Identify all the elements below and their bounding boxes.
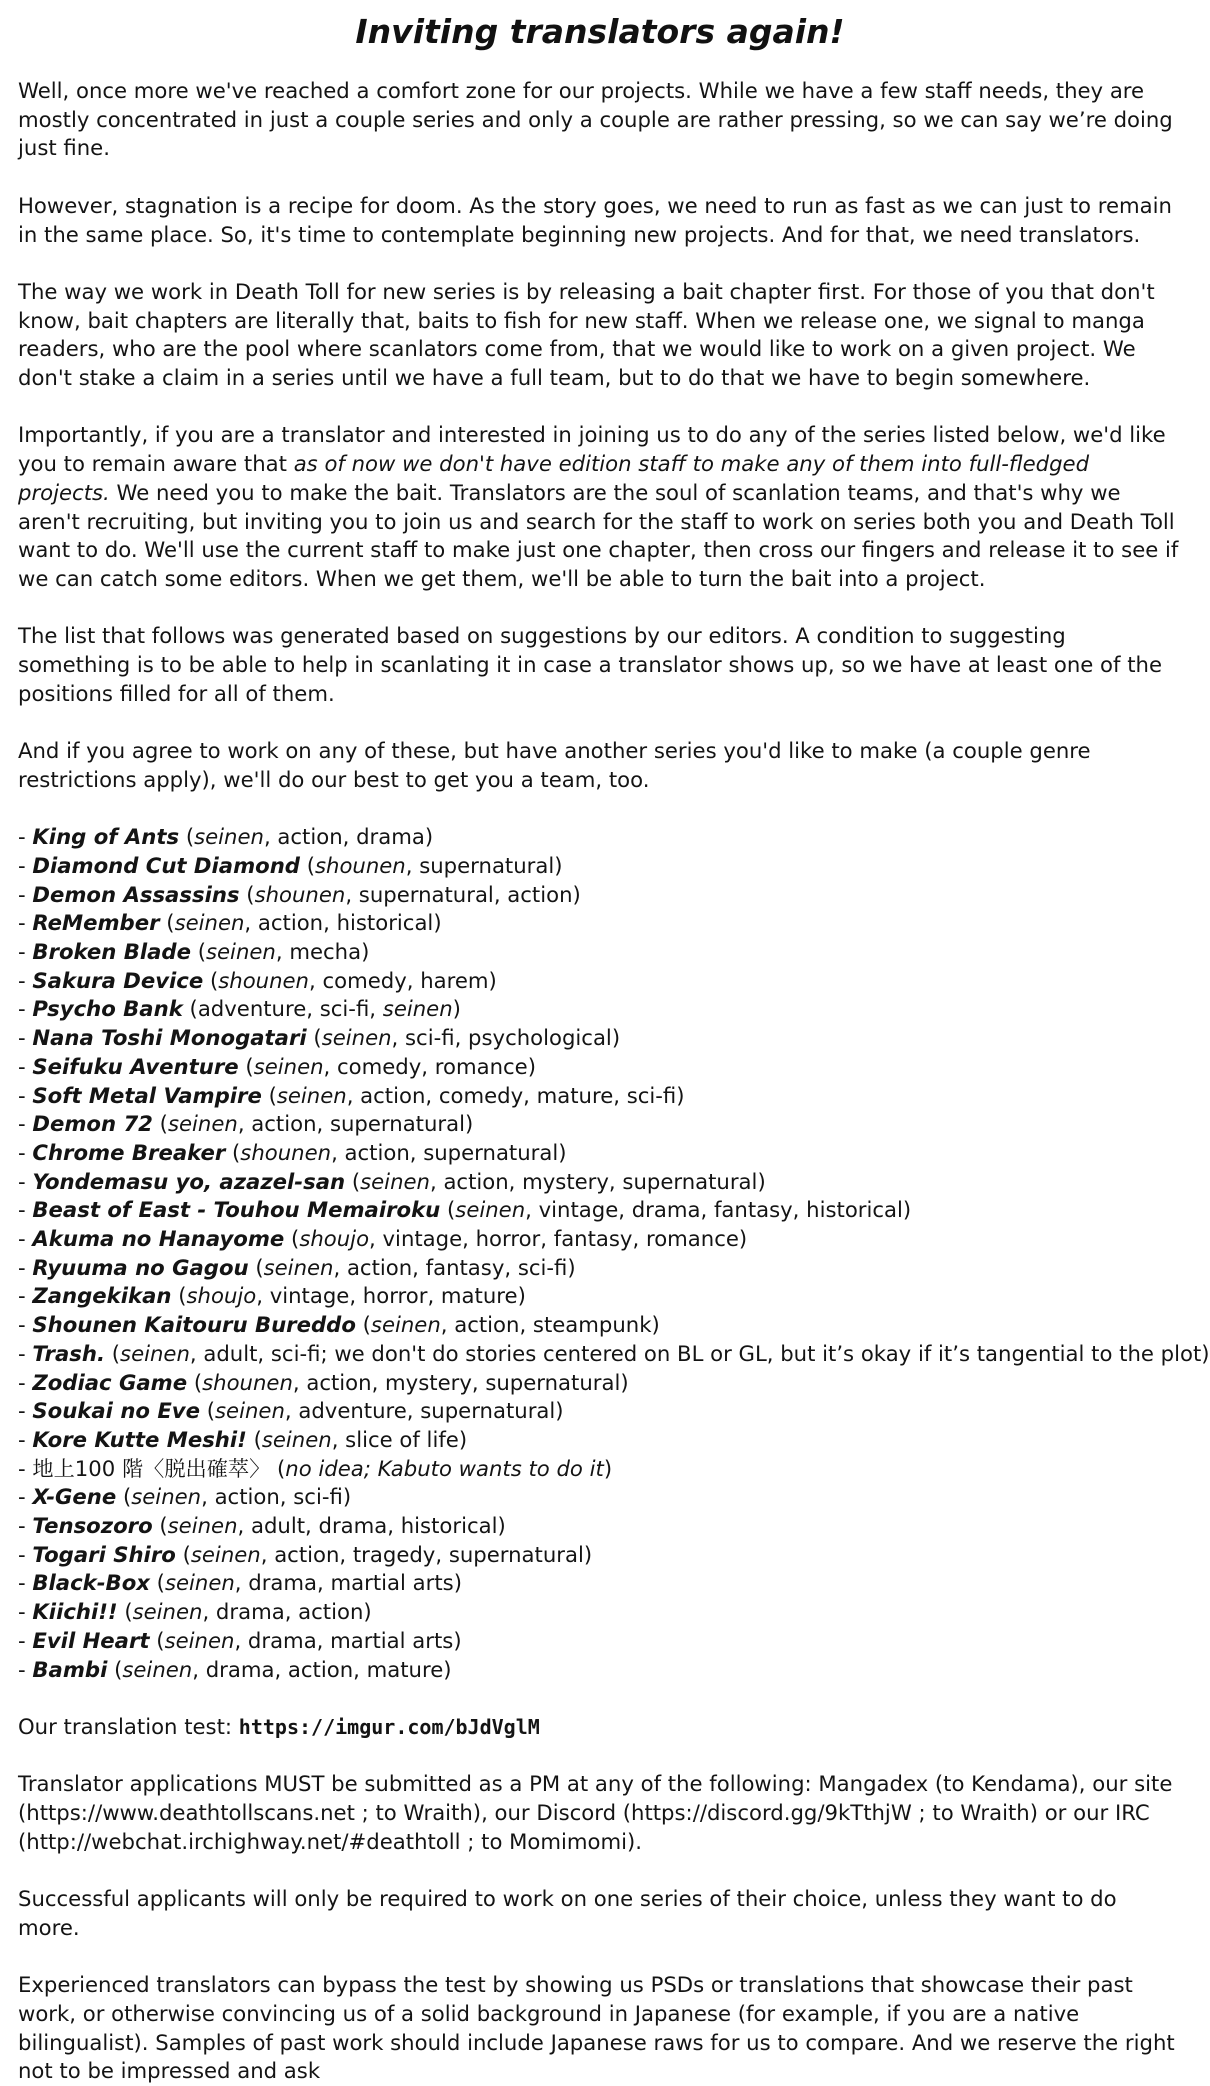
series-genre-text: , action, steampunk <box>440 1312 652 1338</box>
series-list-item: - Nana Toshi Monogatari (seinen, sci-fi, psychological) <box>18 1025 621 1051</box>
series-list-item: - Tensozoro (seinen, adult, drama, historical) <box>18 1513 506 1539</box>
series-genre-text: , adult, drama, historical <box>237 1513 498 1539</box>
series-list-item: - Soukai no Eve (seinen, adventure, supernatural) <box>18 1398 564 1424</box>
series-genre-text: , adult, sci-fi; we don't do stories centered on BL or GL, but it’s okay if it’s tangential to the plot <box>189 1340 1202 1366</box>
series-list-item: - ReMember (seinen, action, historical) <box>18 910 442 936</box>
series-name: X-Gene <box>32 1484 117 1510</box>
series-genre-text: , supernatural, action <box>345 881 573 907</box>
series-genre-text: shounen <box>314 852 406 878</box>
series-genre-text: , action, tragedy, supernatural <box>260 1541 584 1567</box>
series-genre-text: , supernatural <box>405 852 555 878</box>
series-genre-text: seinen <box>263 1254 334 1280</box>
intro-paragraph-4-end: We need you to make the bait. Translators are the soul of scanlation teams, and that's why we aren't recruiting, but inviting you to join us and search for the staff to work on series both you and Death Toll want to do. We'll use the current staff to make just one chapter, then cross our fingers and release it to see if we can catch some editors. When we get them, we'll be able to turn the bait into a project. <box>18 479 1179 591</box>
series-list-item: - Trash. (seinen, adult, sci-fi; we don't do stories centered on BL or GL, but it’s okay if it’s tangential to the plot) <box>18 1340 1210 1366</box>
series-name: Kore Kutte Meshi! <box>32 1426 247 1452</box>
series-genre-text: , action, historical <box>244 910 434 936</box>
series-name: Togari Shiro <box>32 1541 176 1567</box>
series-genre-text: , action, drama <box>263 824 425 850</box>
series-genre-text: seinen <box>167 1111 238 1137</box>
series-name: Shounen Kaitouru Bureddo <box>32 1312 356 1338</box>
series-list-item: - Sakura Device (shounen, comedy, harem) <box>18 967 497 993</box>
series-list-item: - Demon 72 (seinen, action, supernatural) <box>18 1111 474 1137</box>
outro-paragraph-1: Translator applications MUST be submitted as a PM at any of the following: Mangadex (to Kendama), our site (https://www.deathtollscans.net ; to Wraith), our Discord (https://discord.gg/9kTthjW ; to Wraith) or our IRC (http://webchat.irchighway.net/#deathtoll ; to Momimomi). <box>18 1771 1173 1854</box>
series-genre-text: seinen <box>174 910 245 936</box>
series-name: Evil Heart <box>32 1627 150 1653</box>
series-genre-text: , action, comedy, mature, sci-fi <box>346 1082 677 1108</box>
series-list-item: - Evil Heart (seinen, drama, martial arts) <box>18 1627 462 1653</box>
series-list-item: - Ryuuma no Gagou (seinen, action, fantasy, sci-fi) <box>18 1254 576 1280</box>
series-list-item: - Bambi (seinen, drama, action, mature) <box>18 1656 452 1682</box>
series-genre-text: seinen <box>164 1570 235 1596</box>
translation-test-line <box>18 1713 1182 1742</box>
series-genre-text: seinen <box>253 1053 324 1079</box>
series-list-item: - Zangekikan (shoujo, vintage, horror, mature) <box>18 1283 526 1309</box>
series-name: Soft Metal Vampire <box>32 1082 262 1108</box>
series-genre-text: seinen <box>132 1599 203 1625</box>
series-genre-text: , drama, martial arts <box>234 1627 454 1653</box>
series-list-item: - Akuma no Hanayome (shoujo, vintage, horror, fantasy, romance) <box>18 1226 748 1252</box>
series-genre-text: , drama, martial arts <box>234 1570 454 1596</box>
series-list-item: - 地上100 階〈脱出確萃〉 (no idea; Kabuto wants to do it) <box>18 1455 613 1481</box>
series-genre-text: seinen <box>261 1426 332 1452</box>
series-name: Beast of East - Touhou Memairoku <box>32 1197 441 1223</box>
series-name: Nana Toshi Monogatari <box>32 1025 307 1051</box>
series-genre-text: , vintage, horror, mature <box>256 1283 518 1309</box>
series-genre-text: shoujo <box>186 1283 257 1309</box>
series-genre-text: shounen <box>254 881 346 907</box>
intro-paragraph-1: Well, once more we've reached a comfort zone for our projects. While we have a few staff needs, they are mostly concentrated in just a couple series and only a couple are rather pressing, so we can say we’re doing just fine. <box>18 78 1173 161</box>
series-list-item: - Diamond Cut Diamond (shounen, supernatural) <box>18 852 563 878</box>
series-genre-text: seinen <box>276 1082 347 1108</box>
page-title: Inviting translators again! <box>355 12 845 51</box>
series-genre-text: seinen <box>164 1627 235 1653</box>
series-name: Broken Blade <box>32 939 191 964</box>
translation-test-link[interactable]: https://imgur.com/bJdVglM <box>238 1714 540 1739</box>
series-genre-text: shounen <box>218 967 309 993</box>
series-name: Zodiac Game <box>32 1369 188 1395</box>
series-name: King of Ants <box>32 824 180 850</box>
series-list-item: - King of Ants (seinen, action, drama) <box>18 824 434 850</box>
series-name: Chrome Breaker <box>32 1139 226 1165</box>
series-genre-text: , vintage, horror, fantasy, romance <box>369 1226 739 1252</box>
intro-paragraph-4-start: Importantly, if you are a translator and interested in joining us to do any of the series listed below, we'd like you to remain aware that <box>18 422 1166 477</box>
series-genre-text: , action, supernatural <box>237 1111 465 1137</box>
series-name: Ryuuma no Gagou <box>32 1254 249 1280</box>
series-genre-text: , action, mystery, supernatural <box>429 1168 758 1194</box>
series-genre-text: seinen <box>131 1484 202 1510</box>
intro-paragraph-3: The way we work in Death Toll for new series is by releasing a bait chapter first. For those of you that don't know, bait chapters are literally that, baits to fish for new staff. When we release one, we signal to manga readers, who are the pool where scanlators come from, that we would like to work on a given project. We don't stake a claim in a series until we have a full team, but to do that we have to begin somewhere. <box>18 278 1155 390</box>
intro-paragraph-4 <box>18 421 1182 593</box>
series-list-item: - X-Gene (seinen, action, sci-fi) <box>18 1484 352 1510</box>
outro-paragraph-3: Experienced translators can bypass the test by showing us PSDs or translations that showcase their past work, or otherwise convincing us of a solid background in Japanese (for example, if you are a native bilingualist). Samples of past work should include Japanese raws for us to compare. And we reserve the right not to be impressed and ask <box>18 1972 1175 2084</box>
intro-paragraph-5: The list that follows was generated based on suggestions by our editors. A condition to suggesting something is to be able to help in scanlating it in case a translator shows up, so we have at least one of the positions filled for all of them. <box>18 623 1162 706</box>
series-genre-text: shounen <box>240 1139 332 1165</box>
series-name: Demon 72 <box>32 1111 153 1137</box>
series-genre-text: seinen <box>360 1168 430 1194</box>
series-list-item: - Chrome Breaker (shounen, action, supernatural) <box>18 1139 567 1165</box>
series-genre-text: , action, fantasy, sci-fi <box>333 1254 568 1280</box>
series-genre-text: , adventure, supernatural <box>284 1398 556 1424</box>
series-genre-text: seinen <box>190 1541 261 1567</box>
series-genre-text: , action, mystery, supernatural <box>292 1369 621 1395</box>
series-genre-text: seinen <box>455 1197 526 1223</box>
series-genre-text: , drama, action, mature <box>192 1656 444 1682</box>
series-list <box>18 823 1210 1684</box>
series-genre-text: seinen <box>321 1025 392 1051</box>
series-genre-text: , action, sci-fi <box>201 1484 343 1510</box>
series-name: Bambi <box>32 1656 108 1682</box>
series-list-item: - Soft Metal Vampire (seinen, action, comedy, mature, sci-fi) <box>18 1082 685 1108</box>
intro-paragraph-4-emphasis: as of now we don't have edition staff to make any of them into full-fledged projects. <box>18 451 1090 505</box>
series-list-item: - Broken Blade (seinen, mecha) <box>18 939 370 964</box>
series-genre-text: adventure, sci-fi, <box>197 996 383 1022</box>
series-list-item: - Shounen Kaitouru Bureddo (seinen, action, steampunk) <box>18 1312 660 1338</box>
intro-paragraph-2: However, stagnation is a recipe for doom. As the story goes, we need to run as fast as we can just to remain in the same place. So, it's time to contemplate beginning new projects. And for that, we need translators. <box>18 192 1172 247</box>
series-genre-text: seinen <box>194 824 264 850</box>
series-genre-text: shoujo <box>299 1226 370 1252</box>
series-genre-text: seinen <box>205 939 276 964</box>
series-genre-text: no idea; Kabuto wants to do it <box>285 1455 604 1481</box>
series-genre-text: , sci-fi, psychological <box>391 1025 612 1051</box>
series-list-item: - Togari Shiro (seinen, action, tragedy, supernatural) <box>18 1541 593 1567</box>
series-genre-text: , drama, action <box>202 1599 364 1625</box>
series-name: Sakura Device <box>32 967 204 993</box>
series-name: Black-Box <box>32 1570 150 1596</box>
series-genre-text: seinen <box>120 1340 190 1366</box>
series-genre-text: , comedy, harem <box>309 967 489 993</box>
series-name: Trash. <box>32 1340 106 1366</box>
series-genre-text: seinen <box>370 1312 441 1338</box>
series-genre-text: , action, supernatural <box>331 1139 559 1165</box>
series-genre-text: seinen <box>167 1513 238 1539</box>
series-genre-text: , mecha <box>275 939 362 964</box>
series-genre-text: shounen <box>202 1369 293 1395</box>
series-name: Demon Assassins <box>32 881 240 907</box>
series-list-item: - Kiichi!! (seinen, drama, action) <box>18 1599 372 1625</box>
series-genre-text: seinen <box>382 996 453 1022</box>
series-list-item: - Yondemasu yo, azazel-san (seinen, action, mystery, supernatural) <box>18 1168 766 1194</box>
series-genre-text: , slice of life <box>331 1426 459 1452</box>
series-list-item: - Demon Assassins (shounen, supernatural, action) <box>18 881 581 907</box>
series-list-item: - Seifuku Aventure (seinen, comedy, romance) <box>18 1053 536 1079</box>
series-name: Kiichi!! <box>32 1599 118 1625</box>
series-list-item: - Kore Kutte Meshi! (seinen, slice of life) <box>18 1426 468 1452</box>
series-list-item: - Black-Box (seinen, drama, martial arts) <box>18 1570 462 1596</box>
series-list-item: - Beast of East - Touhou Memairoku (seinen, vintage, drama, fantasy, historical) <box>18 1197 912 1223</box>
series-name: Diamond Cut Diamond <box>32 852 300 878</box>
series-genre-text: , comedy, romance <box>323 1053 528 1079</box>
series-genre-text: seinen <box>215 1398 285 1424</box>
series-name: Seifuku Aventure <box>32 1053 239 1079</box>
series-name: Zangekikan <box>32 1283 172 1309</box>
series-list-item: - Psycho Bank (adventure, sci-fi, seinen) <box>18 996 461 1022</box>
series-name: 地上100 階〈脱出確萃〉 <box>32 1455 271 1481</box>
series-genre-text: , vintage, drama, fantasy, historical <box>525 1197 903 1223</box>
series-name: ReMember <box>32 910 160 936</box>
translation-test-label: Our translation test: <box>18 1713 239 1739</box>
series-name: Yondemasu yo, azazel-san <box>32 1168 346 1194</box>
intro-paragraph-6: And if you agree to work on any of these, but have another series you'd like to make (a couple genre restrictions apply), we'll do our best to get you a team, too. <box>18 738 1091 792</box>
series-name: Soukai no Eve <box>32 1398 200 1424</box>
series-name: Akuma no Hanayome <box>32 1226 285 1252</box>
series-genre-text: seinen <box>122 1656 193 1682</box>
series-name: Psycho Bank <box>32 996 183 1022</box>
series-list-item: - Zodiac Game (shounen, action, mystery, supernatural) <box>18 1369 629 1395</box>
outro-paragraph-2: Successful applicants will only be required to work on one series of their choice, unless they want to do more. <box>18 1886 1117 1940</box>
series-name: Tensozoro <box>32 1513 153 1539</box>
